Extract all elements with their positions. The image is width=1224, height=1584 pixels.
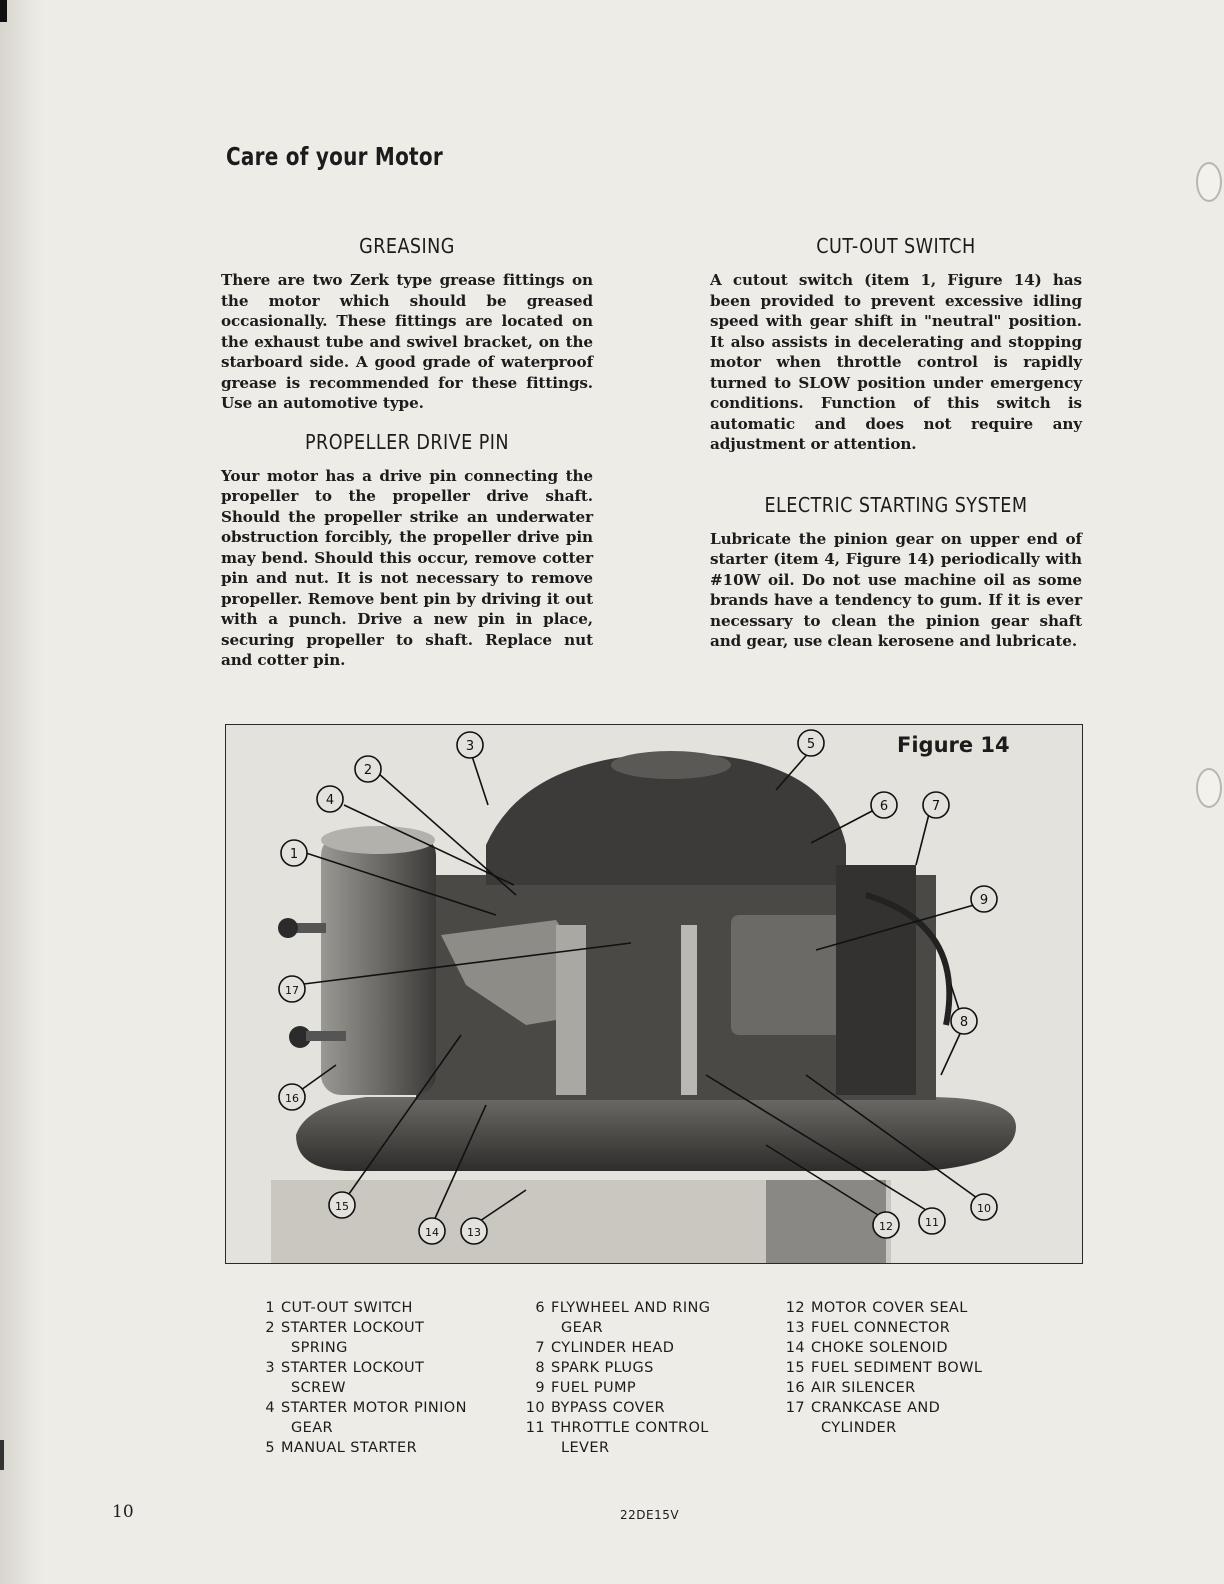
callout-label: 16 bbox=[285, 1092, 299, 1105]
legend-item-text: FLYWHEEL AND RING GEAR bbox=[551, 1300, 711, 1336]
callout-label: 12 bbox=[879, 1220, 893, 1233]
legend-item bbox=[525, 1298, 785, 1338]
legend-item bbox=[525, 1398, 785, 1418]
legend-item bbox=[255, 1298, 525, 1318]
legend-item-number: 1 bbox=[265, 1300, 275, 1316]
cutout-body: A cutout switch (item 1, Figure 14) has been provided to prevent excessive idling speed with gear shift in "neutral" position. It also assists in decelerating and stopping motor when throttle control is rapidly turned to SLOW position under emergency conditions. Function of this switch is automatic and does not require any adjustment or attention. bbox=[710, 271, 1082, 453]
legend-item bbox=[525, 1338, 785, 1358]
legend-item-number: 7 bbox=[535, 1340, 545, 1356]
figure-14-photo bbox=[225, 724, 1083, 1264]
legend-item bbox=[785, 1318, 1045, 1338]
outboard-motor-illustration bbox=[226, 725, 1082, 1263]
page-heading: Care of your Motor bbox=[226, 142, 443, 171]
legend-item-number: 3 bbox=[265, 1360, 275, 1376]
legend-item-number: 4 bbox=[265, 1400, 275, 1416]
cutout-title: CUT-OUT SWITCH bbox=[816, 234, 976, 258]
legend-item-number: 15 bbox=[785, 1360, 805, 1376]
propeller-title: PROPELLER DRIVE PIN bbox=[304, 429, 510, 454]
legend-item-text: STARTER LOCKOUT SCREW bbox=[281, 1360, 425, 1396]
legend-item bbox=[785, 1358, 1045, 1378]
legend-item-text: SPARK PLUGS bbox=[551, 1360, 654, 1376]
legend-item bbox=[785, 1338, 1045, 1358]
legend-item-text: CUT-OUT SWITCH bbox=[281, 1300, 413, 1316]
legend-item-number: 6 bbox=[535, 1300, 545, 1316]
punch-hole bbox=[1196, 162, 1222, 202]
legend-item-text: STARTER MOTOR PINION GEAR bbox=[281, 1400, 467, 1436]
legend-item-number: 17 bbox=[785, 1400, 805, 1416]
legend-item bbox=[255, 1438, 525, 1458]
legend-item bbox=[785, 1398, 1045, 1438]
callout-label: 10 bbox=[977, 1202, 991, 1215]
callout-label: 2 bbox=[363, 763, 373, 778]
legend-item bbox=[525, 1418, 785, 1458]
greasing-title: GREASING bbox=[359, 234, 455, 258]
punch-hole bbox=[1196, 768, 1222, 808]
callout-label: 4 bbox=[325, 793, 335, 808]
callout-label: 17 bbox=[285, 984, 299, 997]
legend-item-text: MOTOR COVER SEAL bbox=[811, 1300, 968, 1316]
legend-item bbox=[525, 1358, 785, 1378]
electric-title: ELECTRIC STARTING SYSTEM bbox=[764, 492, 1028, 517]
callout-label: 1 bbox=[289, 847, 299, 862]
callout-label: 15 bbox=[335, 1200, 349, 1213]
callout-label: 13 bbox=[467, 1226, 481, 1239]
callout-label: 14 bbox=[425, 1226, 439, 1239]
legend-item-number: 8 bbox=[535, 1360, 545, 1376]
right-column bbox=[710, 234, 1082, 668]
legend-item bbox=[255, 1358, 525, 1398]
legend-item-number: 14 bbox=[785, 1340, 805, 1356]
legend-item bbox=[255, 1398, 525, 1438]
legend-item-text: THROTTLE CONTROL LEVER bbox=[551, 1420, 709, 1456]
legend-item-text: CYLINDER HEAD bbox=[551, 1340, 675, 1356]
legend-item-text: FUEL PUMP bbox=[551, 1380, 637, 1396]
callout-label: 5 bbox=[806, 737, 816, 752]
callout-label: 6 bbox=[879, 799, 889, 814]
legend-item-text: CHOKE SOLENOID bbox=[811, 1340, 948, 1356]
left-column bbox=[221, 234, 593, 687]
legend-item-text: BYPASS COVER bbox=[551, 1400, 666, 1416]
binding-mark bbox=[0, 0, 7, 22]
legend-item-text: AIR SILENCER bbox=[811, 1380, 916, 1396]
propeller-body: Your motor has a drive pin connecting the propeller to the propeller drive shaft. Should the propeller strike an underwater obstruction forcibly, the propeller drive pin may bend. Should this occur, remove cotter pin and nut. It is not necessary to remove propeller. Remove bent pin by driving it out with a punch. Drive a new pin in place, securing propeller to shaft. Replace nut and cotter pin. bbox=[221, 466, 593, 669]
legend-item bbox=[525, 1378, 785, 1398]
legend-item-text: MANUAL STARTER bbox=[281, 1440, 418, 1456]
legend-column-3 bbox=[785, 1298, 1045, 1438]
document-code: 22DE15V bbox=[620, 1508, 680, 1522]
legend-item-text: STARTER LOCKOUT SPRING bbox=[281, 1320, 425, 1356]
legend-item-number: 2 bbox=[265, 1320, 275, 1336]
callout-label: 11 bbox=[925, 1216, 939, 1229]
electric-body: Lubricate the pinion gear on upper end of starter (item 4, Figure 14) periodically with #10W oil. Do not use machine oil as some brands have a tendency to gum. If it is ever necessary to clean the pinion gear shaft and gear, use clean kerosene and lubricate. bbox=[710, 529, 1082, 650]
callout-label: 8 bbox=[959, 1015, 969, 1030]
figure-title: Figure 14 bbox=[897, 733, 1010, 757]
greasing-body: There are two Zerk type grease fittings on the motor which should be greased occasionally. These fittings are located on the exhaust tube and swivel bracket, on the starboard side. A good grade of waterproof grease is recommended for these fittings. Use an automotive type. bbox=[221, 271, 593, 412]
legend-item-number: 11 bbox=[525, 1420, 545, 1436]
page-edge bbox=[0, 0, 44, 1584]
legend-item-text: FUEL CONNECTOR bbox=[811, 1320, 951, 1336]
legend-item bbox=[785, 1378, 1045, 1398]
legend-item bbox=[255, 1318, 525, 1358]
legend-item-number: 12 bbox=[785, 1300, 805, 1316]
legend-item-number: 10 bbox=[525, 1400, 545, 1416]
callout-label: 7 bbox=[931, 799, 941, 814]
callout-label: 3 bbox=[465, 739, 475, 754]
legend-item bbox=[785, 1298, 1045, 1318]
legend-item-number: 9 bbox=[535, 1380, 545, 1396]
legend-item-number: 13 bbox=[785, 1320, 805, 1336]
legend-column-1 bbox=[255, 1298, 525, 1458]
binding-mark bbox=[0, 1440, 4, 1470]
legend-item-number: 16 bbox=[785, 1380, 805, 1396]
legend-column-2 bbox=[525, 1298, 785, 1458]
callout-label: 9 bbox=[979, 893, 989, 908]
legend-item-text: FUEL SEDIMENT BOWL bbox=[811, 1360, 983, 1376]
page-number: 10 bbox=[112, 1502, 134, 1522]
legend-item-text: CRANKCASE AND CYLINDER bbox=[811, 1400, 941, 1436]
legend-item-number: 5 bbox=[265, 1440, 275, 1456]
